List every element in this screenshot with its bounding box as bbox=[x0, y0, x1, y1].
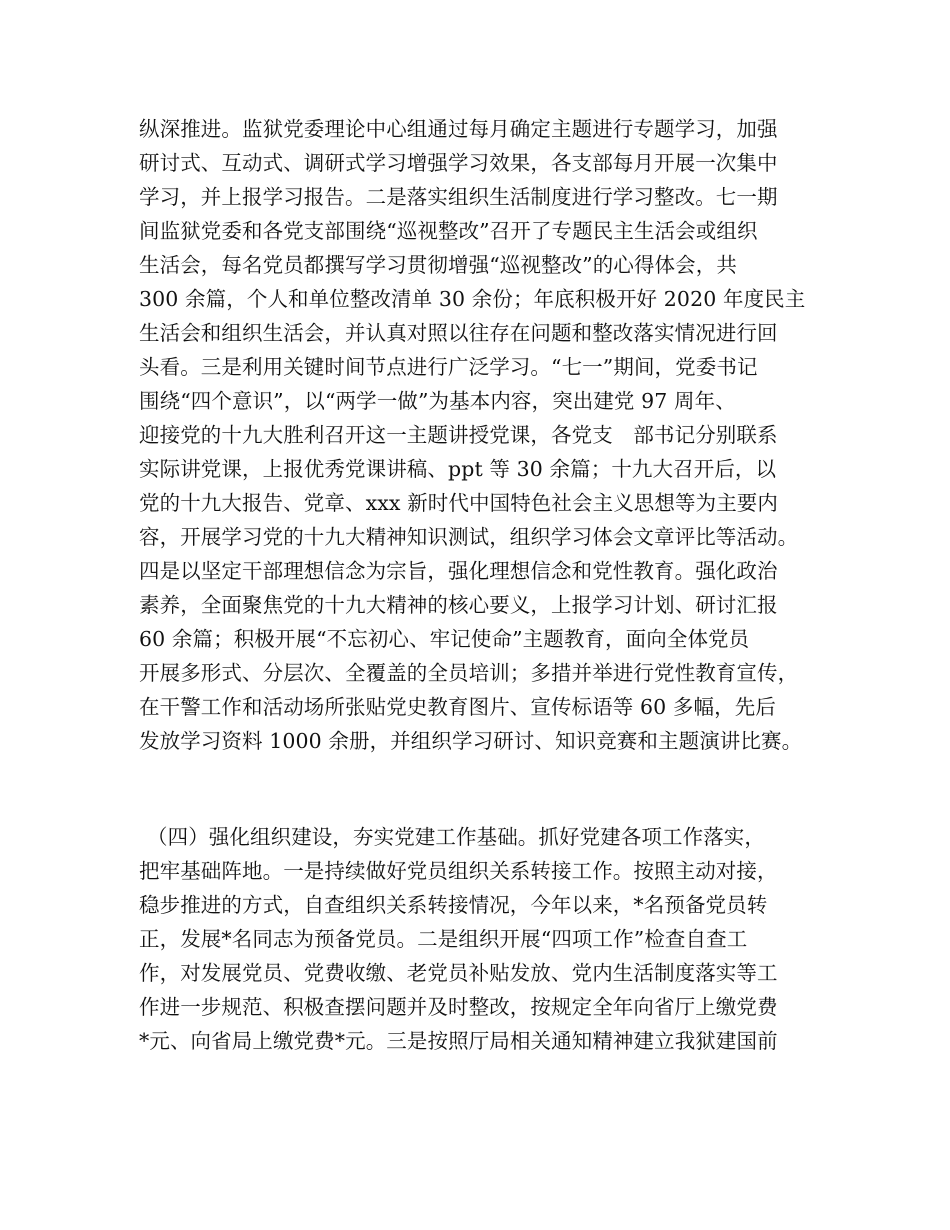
body-paragraph-1 bbox=[139, 112, 829, 758]
text-line: 作，对发展党员、党费收缴、老党员补贴发放、党内生活制度落实等工 bbox=[139, 961, 778, 985]
section-heading-line: （四）强化组织建设，夯实党建工作基础。抓好党建各项工作落实， bbox=[147, 825, 765, 849]
text-line: 迎接党的十九大胜利召开这一主题讲授党课，各党支 部书记分别联系 bbox=[139, 423, 778, 447]
text-line: 发放学习资料 1000 余册，并组织学习研讨、知识竞赛和主题演讲比赛。 bbox=[139, 729, 803, 753]
text-line: 党的十九大报告、党章、xxx 新时代中国特色社会主义思想等为主要内 bbox=[139, 491, 778, 515]
text-line: 生活会和组织生活会，并认真对照以往存在问题和整改落实情况进行回 bbox=[139, 321, 778, 345]
text-line: 在干警工作和活动场所张贴党史教育图片、宣传标语等 60 多幅，先后 bbox=[139, 695, 776, 719]
text-line: 300 余篇，个人和单位整改清单 30 余份；年底积极开好 2020 年度民主 bbox=[139, 287, 806, 311]
text-line: 开展多形式、分层次、全覆盖的全员培训；多措并举进行党性教育宣传， bbox=[139, 661, 799, 685]
text-line: 学习，并上报学习报告。二是落实组织生活制度进行学习整改。七一期 bbox=[139, 185, 778, 209]
text-line: 生活会，每名党员都撰写学习贯彻增强“巡视整改”的心得体会，共 bbox=[139, 253, 737, 277]
body-paragraph-2 bbox=[139, 820, 829, 1058]
text-line: 容，开展学习党的十九大精神知识测试，组织学习体会文章评比等活动。 bbox=[139, 525, 799, 549]
text-line: 素养，全面聚焦党的十九大精神的核心要义，上报学习计划、研讨汇报 bbox=[139, 593, 778, 617]
text-line: 作进一步规范、积极查摆问题并及时整改，按规定全年向省厅上缴党费 bbox=[139, 995, 778, 1019]
text-line: 研讨式、互动式、调研式学习增强学习效果，各支部每月开展一次集中 bbox=[139, 151, 778, 175]
text-line: 四是以坚定干部理想信念为宗旨，强化理想信念和党性教育。强化政治 bbox=[139, 559, 778, 583]
text-line: 实际讲党课，上报优秀党课讲稿、ppt 等 30 余篇；十九大召开后，以 bbox=[139, 457, 777, 481]
text-line: 头看。三是利用关键时间节点进行广泛学习。“七一”期间，党委书记 bbox=[139, 355, 758, 379]
text-line: 把牢基础阵地。一是持续做好党员组织关系转接工作。按照主动对接， bbox=[139, 859, 778, 883]
text-line: 围绕“四个意识”，以“两学一做”为基本内容，突出建党 97 周年、 bbox=[139, 389, 736, 413]
text-line: 60 余篇；积极开展“不忘初心、牢记使命”主题教育，面向全体党员 bbox=[139, 627, 750, 651]
text-line: 间监狱党委和各党支部围绕“巡视整改”召开了专题民主生活会或组织 bbox=[139, 219, 758, 243]
text-line: 正，发展*名同志为预备党员。二是组织开展“四项工作”检查自查工 bbox=[139, 927, 748, 951]
text-line: *元、向省局上缴党费*元。三是按照厅局相关通知精神建立我狱建国前 bbox=[139, 1029, 778, 1053]
text-line: 稳步推进的方式，自查组织关系转接情况，今年以来，*名预备党员转 bbox=[139, 893, 768, 917]
text-line: 纵深推进。监狱党委理论中心组通过每月确定主题进行专题学习，加强 bbox=[139, 117, 778, 141]
